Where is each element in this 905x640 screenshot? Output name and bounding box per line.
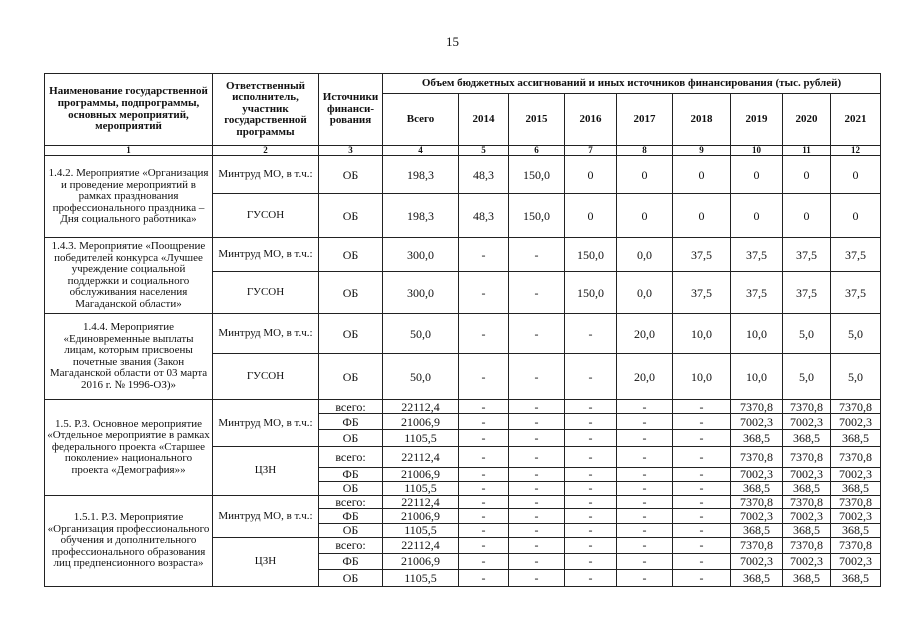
total-value: 21006,9 (383, 468, 459, 482)
table-row (45, 400, 881, 414)
year-value: - (565, 554, 617, 570)
year-value: 0,0 (617, 238, 673, 272)
executor: ЦЗН (213, 538, 319, 587)
column-number: 12 (831, 146, 881, 156)
year-value: 7370,8 (831, 400, 881, 414)
header-year: 2014 (459, 94, 509, 146)
funding-source: ФБ (319, 468, 383, 482)
year-value: - (459, 400, 509, 414)
year-value: - (509, 430, 565, 447)
year-value: - (509, 468, 565, 482)
year-value: - (459, 495, 509, 509)
funding-source: всего: (319, 447, 383, 468)
year-value: 368,5 (783, 570, 831, 587)
year-value: 7002,3 (831, 509, 881, 524)
year-value: 7002,3 (783, 414, 831, 430)
year-value: - (509, 447, 565, 468)
executor: Минтруд МО, в т.ч.: (213, 156, 319, 194)
year-value: 10,0 (731, 314, 783, 354)
year-value: - (565, 538, 617, 554)
year-value: 10,0 (673, 354, 731, 400)
program-name: 1.4.4. Мероприятие «Единовременные выплаты лицам, которым присвоены почетные звания (Закон Магаданской области от 03 марта 2016 г. № 1996-ОЗ)» (45, 314, 213, 400)
year-value: - (565, 414, 617, 430)
column-number-row (45, 146, 881, 156)
year-value: 10,0 (731, 354, 783, 400)
column-number: 3 (319, 146, 383, 156)
year-value: 5,0 (783, 354, 831, 400)
year-value: - (617, 554, 673, 570)
year-value: 7002,3 (731, 554, 783, 570)
year-value: 150,0 (509, 156, 565, 194)
year-value: - (509, 354, 565, 400)
header-year: 2018 (673, 94, 731, 146)
year-value: - (565, 468, 617, 482)
executor: Минтруд МО, в т.ч.: (213, 314, 319, 354)
header-year: 2021 (831, 94, 881, 146)
year-value: - (673, 538, 731, 554)
year-value: 0 (731, 194, 783, 238)
year-value: - (565, 430, 617, 447)
year-value: 7002,3 (783, 509, 831, 524)
program-name: 1.4.2. Мероприятие «Организация и проведение мероприятий в рамках празднования профессионального праздника – Дня социального работника» (45, 156, 213, 238)
year-value: 0 (673, 156, 731, 194)
year-value: - (459, 468, 509, 482)
year-value: 0 (831, 156, 881, 194)
year-value: - (673, 414, 731, 430)
year-value: 7370,8 (831, 447, 881, 468)
year-value: - (459, 554, 509, 570)
year-value: - (509, 524, 565, 538)
funding-source: всего: (319, 538, 383, 554)
year-value: - (565, 354, 617, 400)
year-value: - (565, 314, 617, 354)
year-value: - (565, 400, 617, 414)
funding-source: ОБ (319, 238, 383, 272)
year-value: 20,0 (617, 354, 673, 400)
year-value: - (459, 570, 509, 587)
header-year: 2019 (731, 94, 783, 146)
year-value: - (673, 524, 731, 538)
column-number: 4 (383, 146, 459, 156)
year-value: 37,5 (731, 238, 783, 272)
funding-source: ОБ (319, 272, 383, 314)
funding-source: ОБ (319, 314, 383, 354)
year-value: - (617, 495, 673, 509)
year-value: - (459, 414, 509, 430)
year-value: 7370,8 (783, 400, 831, 414)
year-value: 7002,3 (783, 468, 831, 482)
executor: ЦЗН (213, 447, 319, 495)
year-value: 0 (731, 156, 783, 194)
total-value: 1105,5 (383, 430, 459, 447)
year-value: 37,5 (673, 238, 731, 272)
year-value: 37,5 (831, 272, 881, 314)
year-value: 7370,8 (831, 495, 881, 509)
year-value: 37,5 (731, 272, 783, 314)
year-value: 48,3 (459, 194, 509, 238)
year-value: - (459, 314, 509, 354)
year-value: 150,0 (565, 272, 617, 314)
total-value: 21006,9 (383, 509, 459, 524)
year-value: - (509, 238, 565, 272)
year-value: 0 (831, 194, 881, 238)
funding-source: ФБ (319, 414, 383, 430)
table-row (45, 156, 881, 194)
year-value: 7370,8 (783, 447, 831, 468)
year-value: 0 (617, 194, 673, 238)
year-value: 368,5 (783, 482, 831, 496)
header-budget: Объем бюджетных ассигнований и иных источников финансирования (тыс. рублей) (383, 74, 881, 94)
year-value: 7370,8 (783, 538, 831, 554)
year-value: - (617, 414, 673, 430)
year-value: - (459, 430, 509, 447)
year-value: - (673, 570, 731, 587)
year-value: - (673, 400, 731, 414)
total-value: 198,3 (383, 156, 459, 194)
year-value: - (565, 524, 617, 538)
year-value: 7002,3 (731, 414, 783, 430)
year-value: 10,0 (673, 314, 731, 354)
page-number: 15 (446, 34, 459, 49)
budget-table (44, 73, 881, 587)
total-value: 198,3 (383, 194, 459, 238)
total-value: 1105,5 (383, 570, 459, 587)
year-value: - (673, 482, 731, 496)
year-value: 37,5 (783, 272, 831, 314)
program-name: 1.4.3. Мероприятие «Поощрение победителей конкурса «Лучшее учреждение социальной поддержки и социального обслуживания населения Магаданской области» (45, 238, 213, 314)
year-value: - (459, 509, 509, 524)
year-value: 5,0 (831, 354, 881, 400)
column-number: 2 (213, 146, 319, 156)
header-year: 2020 (783, 94, 831, 146)
funding-source: ОБ (319, 430, 383, 447)
total-value: 22112,4 (383, 538, 459, 554)
year-value: 37,5 (673, 272, 731, 314)
funding-source: всего: (319, 495, 383, 509)
executor: ГУСОН (213, 272, 319, 314)
year-value: - (509, 554, 565, 570)
year-value: 368,5 (731, 482, 783, 496)
column-number: 8 (617, 146, 673, 156)
year-value: - (509, 414, 565, 430)
year-value: - (509, 570, 565, 587)
year-value: 368,5 (783, 430, 831, 447)
year-value: - (565, 509, 617, 524)
year-value: 368,5 (831, 524, 881, 538)
table-row (45, 314, 881, 354)
total-value: 300,0 (383, 272, 459, 314)
funding-source: ОБ (319, 482, 383, 496)
year-value: - (673, 468, 731, 482)
year-value: 5,0 (783, 314, 831, 354)
year-value: 7370,8 (831, 538, 881, 554)
year-value: - (509, 509, 565, 524)
year-value: - (617, 570, 673, 587)
year-value: 368,5 (731, 430, 783, 447)
year-value: - (459, 354, 509, 400)
program-name: 1.5. Р.3. Основное мероприятие «Отдельное мероприятие в рамках федерального проекта «Старшее поколение» национального проекта «Демография»» (45, 400, 213, 495)
year-value: - (617, 482, 673, 496)
year-value: 37,5 (831, 238, 881, 272)
funding-source: ФБ (319, 554, 383, 570)
funding-source: ОБ (319, 570, 383, 587)
column-number: 10 (731, 146, 783, 156)
year-value: 7002,3 (783, 554, 831, 570)
header-executor: Ответственный исполнитель, участник государственной программы (213, 74, 319, 146)
executor: ГУСОН (213, 194, 319, 238)
year-value: - (673, 509, 731, 524)
year-value: - (509, 538, 565, 554)
total-value: 22112,4 (383, 447, 459, 468)
year-value: - (459, 447, 509, 468)
year-value: - (565, 482, 617, 496)
year-value: 0 (783, 194, 831, 238)
total-value: 1105,5 (383, 524, 459, 538)
year-value: - (509, 400, 565, 414)
year-value: 7370,8 (783, 495, 831, 509)
column-number: 9 (673, 146, 731, 156)
year-value: 7002,3 (831, 468, 881, 482)
year-value: 368,5 (731, 524, 783, 538)
header-total: Всего (383, 94, 459, 146)
year-value: 7002,3 (831, 414, 881, 430)
year-value: - (617, 509, 673, 524)
year-value: - (565, 447, 617, 468)
column-number: 1 (45, 146, 213, 156)
year-value: 368,5 (783, 524, 831, 538)
total-value: 50,0 (383, 314, 459, 354)
year-value: - (617, 400, 673, 414)
total-value: 50,0 (383, 354, 459, 400)
total-value: 300,0 (383, 238, 459, 272)
header-year: 2015 (509, 94, 565, 146)
year-value: 368,5 (731, 570, 783, 587)
year-value: - (673, 495, 731, 509)
header-name: Наименование государственной программы, подпрограммы, основных мероприятий, мероприятий (45, 74, 213, 146)
year-value: 7370,8 (731, 495, 783, 509)
year-value: - (617, 538, 673, 554)
executor: ГУСОН (213, 354, 319, 400)
executor: Минтруд МО, в т.ч.: (213, 238, 319, 272)
year-value: 48,3 (459, 156, 509, 194)
funding-source: ФБ (319, 509, 383, 524)
year-value: - (459, 482, 509, 496)
year-value: - (617, 468, 673, 482)
table-body (45, 146, 881, 587)
program-name: 1.5.1. Р.3. Мероприятие «Организация профессионального обучения и дополнительного профессионального образования лиц предпенсионного возраста» (45, 495, 213, 587)
year-value: - (459, 538, 509, 554)
year-value: - (509, 482, 565, 496)
year-value: 150,0 (565, 238, 617, 272)
year-value: - (673, 430, 731, 447)
header-year: 2017 (617, 94, 673, 146)
column-number: 11 (783, 146, 831, 156)
year-value: - (509, 495, 565, 509)
total-value: 22112,4 (383, 495, 459, 509)
year-value: - (459, 272, 509, 314)
funding-source: ОБ (319, 194, 383, 238)
year-value: - (565, 570, 617, 587)
year-value: 368,5 (831, 570, 881, 587)
year-value: 0 (783, 156, 831, 194)
funding-source: всего: (319, 400, 383, 414)
year-value: 150,0 (509, 194, 565, 238)
year-value: - (617, 524, 673, 538)
year-value: - (459, 238, 509, 272)
year-value: - (565, 495, 617, 509)
year-value: 0 (673, 194, 731, 238)
total-value: 22112,4 (383, 400, 459, 414)
year-value: - (509, 314, 565, 354)
year-value: - (617, 447, 673, 468)
executor: Минтруд МО, в т.ч.: (213, 400, 319, 447)
year-value: 0 (565, 156, 617, 194)
column-number: 6 (509, 146, 565, 156)
year-value: 20,0 (617, 314, 673, 354)
header-source: Источники финанси- рования (319, 74, 383, 146)
year-value: 5,0 (831, 314, 881, 354)
funding-source: ОБ (319, 524, 383, 538)
year-value: 368,5 (831, 430, 881, 447)
year-value: 7002,3 (831, 554, 881, 570)
year-value: - (509, 272, 565, 314)
year-value: 7002,3 (731, 468, 783, 482)
column-number: 7 (565, 146, 617, 156)
year-value: 7370,8 (731, 538, 783, 554)
funding-source: ОБ (319, 156, 383, 194)
year-value: - (673, 447, 731, 468)
year-value: 0 (565, 194, 617, 238)
header-year: 2016 (565, 94, 617, 146)
year-value: 7370,8 (731, 447, 783, 468)
year-value: - (459, 524, 509, 538)
total-value: 1105,5 (383, 482, 459, 496)
year-value: 37,5 (783, 238, 831, 272)
year-value: 7370,8 (731, 400, 783, 414)
year-value: 368,5 (831, 482, 881, 496)
year-value: 7002,3 (731, 509, 783, 524)
year-value: 0 (617, 156, 673, 194)
executor: Минтруд МО, в т.ч.: (213, 495, 319, 538)
table-row (45, 238, 881, 272)
column-number: 5 (459, 146, 509, 156)
funding-source: ОБ (319, 354, 383, 400)
table-row (45, 495, 881, 509)
year-value: 0,0 (617, 272, 673, 314)
total-value: 21006,9 (383, 554, 459, 570)
total-value: 21006,9 (383, 414, 459, 430)
year-value: - (673, 554, 731, 570)
year-value: - (617, 430, 673, 447)
